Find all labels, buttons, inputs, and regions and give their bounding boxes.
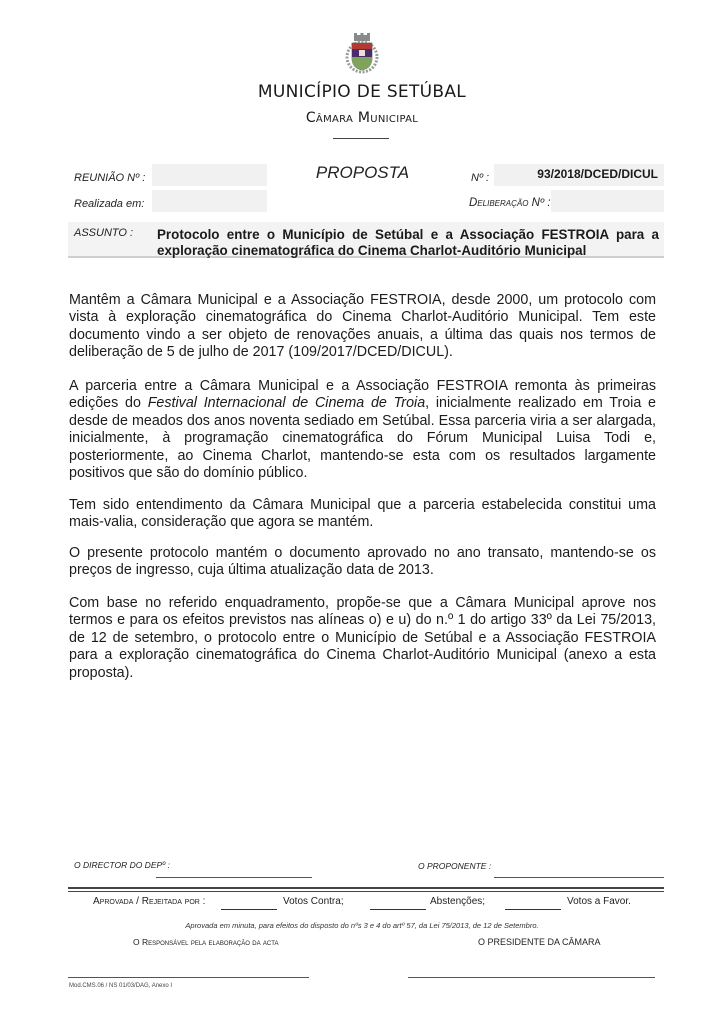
director-label: O DIRECTOR DO DEPº : bbox=[74, 860, 170, 870]
numero-label: Nº : bbox=[471, 172, 490, 184]
responsavel-signature-line[interactable] bbox=[68, 977, 309, 978]
minuta-note: Aprovada em minuta, para efeitos do disposto do nºs 3 e 4 do artº 57, da Lei 75/2013, de 12 de Setembro. bbox=[185, 921, 539, 930]
realizada-label: Realizada em: bbox=[74, 198, 145, 210]
festival-name: Festival Internacional de Cinema de Troia bbox=[147, 395, 426, 412]
votos-contra-label: Votos Contra; bbox=[283, 896, 344, 907]
proposta-title: PROPOSTA bbox=[315, 163, 410, 182]
deliberacao-label: Deliberação Nº : bbox=[469, 197, 551, 209]
double-rule-top bbox=[68, 887, 664, 889]
deliberacao-field[interactable] bbox=[551, 190, 664, 212]
proponente-label: O PROPONENTE : bbox=[418, 861, 492, 871]
paragraph-3: Tem sido entendimento da Câmara Municipal que a parceria estabelecida constitui uma mais-valia, consideração que agora se mantém. bbox=[69, 497, 656, 531]
votos-contra-blank[interactable] bbox=[221, 899, 277, 910]
assunto-label: ASSUNTO : bbox=[74, 227, 134, 239]
reuniao-label: REUNIÃO Nº : bbox=[74, 172, 146, 184]
reuniao-field[interactable] bbox=[152, 164, 267, 186]
presidente-label: O PRESIDENTE DA CÂMARA bbox=[478, 937, 601, 947]
abstencoes-blank[interactable] bbox=[370, 899, 426, 910]
numero-field[interactable]: 93/2018/DCED/DICUL bbox=[494, 164, 664, 186]
abstencoes-label: Abstenções; bbox=[430, 896, 486, 907]
assunto-text: Protocolo entre o Município de Setúbal e a Associação FESTROIA para a exploração cinematográfica do Cinema Charlot-Auditório Municipal bbox=[157, 227, 659, 258]
paragraph-5: Com base no referido enquadramento, propõe-se que a Câmara Municipal aprove nos termos e para os efeitos previstos nas alíneas o) e u) do n.º 1 do artigo 33º da Lei 75/2013, de 12 de setembro, o protocolo entre o Município de Setúbal e a Associação FESTROIA para a exploração cinematográfica do Cinema Charlot-Auditório Municipal (anexo a esta proposta). bbox=[69, 595, 656, 681]
municipality-title: MUNICÍPIO DE SETÚBAL bbox=[257, 82, 467, 102]
votos-favor-blank[interactable] bbox=[505, 899, 561, 910]
realizada-field[interactable] bbox=[152, 190, 267, 212]
votos-favor-label: Votos a Favor. bbox=[567, 896, 631, 907]
responsavel-label: O Responsável pela elaboração da acta bbox=[133, 937, 279, 947]
aprovada-label: Aprovada / Rejeitada por : bbox=[93, 896, 206, 907]
proponente-signature-line[interactable] bbox=[494, 877, 664, 878]
paragraph-4: O presente protocolo mantém o documento aprovado no ano transato, mantendo-se os preços de ingresso, cuja última atualização data de 2013. bbox=[69, 545, 656, 579]
header-rule bbox=[333, 138, 389, 139]
municipal-crest-icon bbox=[340, 32, 384, 76]
paragraph-1: Mantêm a Câmara Municipal e a Associação FESTROIA, desde 2000, um protocolo com vista à exploração cinematográfica do Cinema Charlot-Auditório Municipal. Tem este documento vindo a ser objeto de renovações anuais, a última das quais nos termos de deliberação de 5 de julho de 2017 (109/2017/DCED/DICUL). bbox=[69, 292, 656, 361]
double-rule-bottom bbox=[68, 891, 664, 892]
director-signature-line[interactable] bbox=[156, 877, 312, 878]
model-reference: Mod.CMS.06 / NS 01/03/DAG, Anexo I bbox=[69, 983, 173, 989]
paragraph-2: A parceria entre a Câmara Municipal e a Associação FESTROIA remonta às primeiras edições do Festival Internacional de Cinema de Troia, inicialmente realizado em Troia e desde de meados dos anos noventa sediado em Setúbal. Essa parceria viria a ser alargada, inicialmente, à programação cinematográfica do Fórum Municipal Luisa Todi e, posteriormente, ao Cinema Charlot, mantendo-se esta com os resultados largamente positivos que são do domínio público. bbox=[69, 378, 656, 482]
chamber-subtitle: Câmara Municipal bbox=[305, 110, 419, 126]
presidente-signature-line[interactable] bbox=[408, 977, 655, 978]
